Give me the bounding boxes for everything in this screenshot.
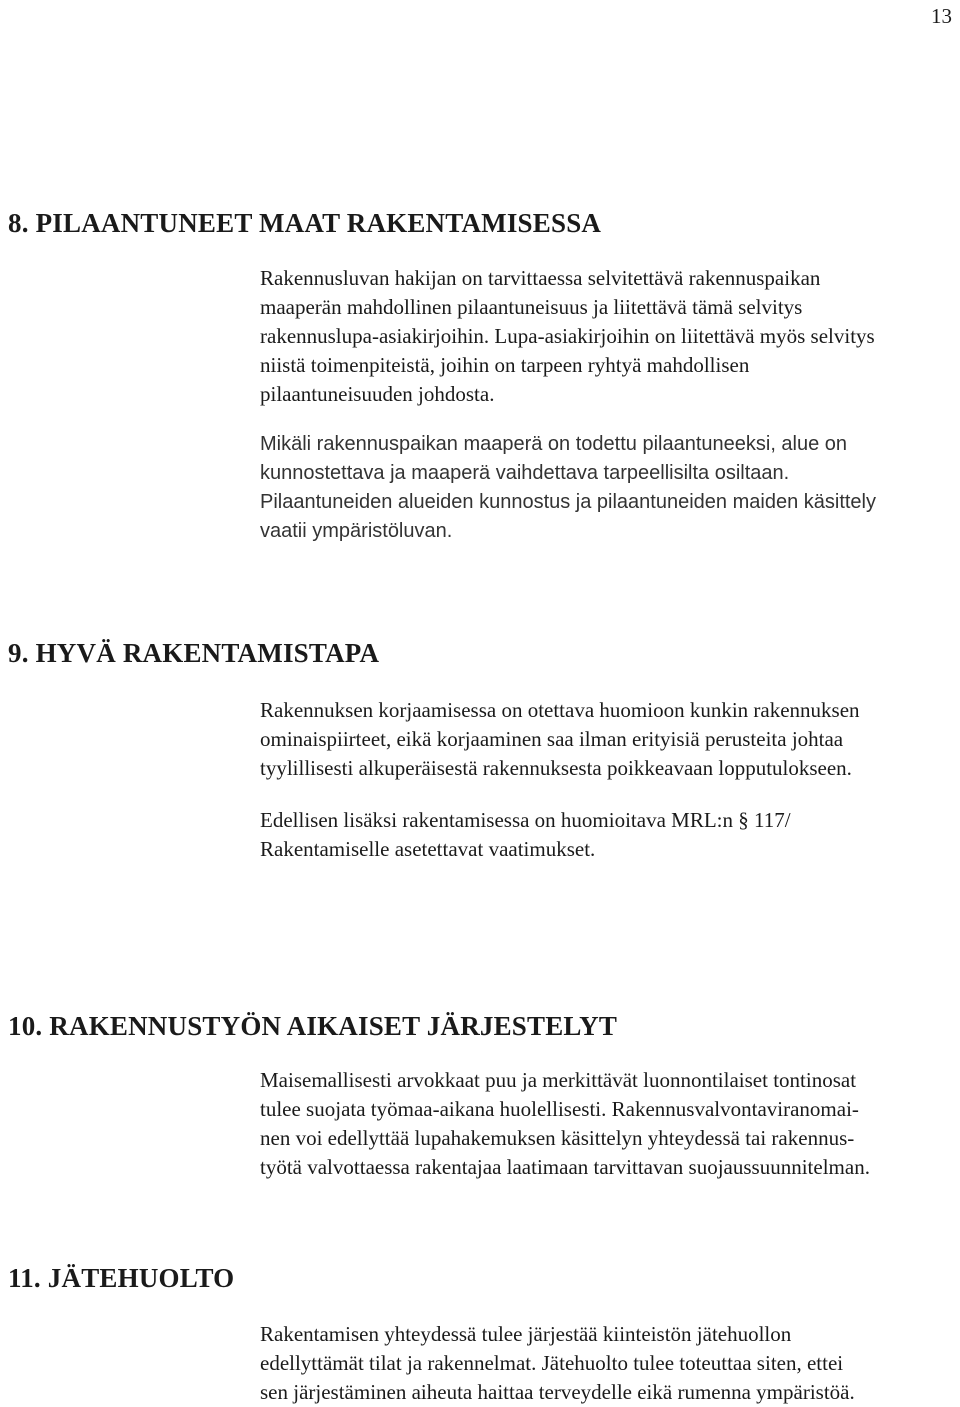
- text-line: kunnostettava ja maaperä vaihdettava tarpeellisilta osiltaan.: [260, 462, 790, 484]
- text-line: Pilaantuneiden alueiden kunnostus ja pilaantuneiden maiden käsittely: [260, 491, 876, 513]
- text-line: sen järjestäminen aiheuta haittaa terveydelle eikä rumenna ympäristöä.: [260, 1380, 855, 1404]
- text-line: pilaantuneisuuden johdosta.: [260, 382, 495, 406]
- section-8-paragraph-1: [260, 264, 950, 409]
- section-10-paragraph-1: [260, 1066, 950, 1182]
- page-number: 13: [931, 4, 952, 28]
- text-line: Maisemallisesti arvokkaat puu ja merkittävät luonnontilaiset tontinosat: [260, 1068, 857, 1092]
- text-line: Edellisen lisäksi rakentamisessa on huomioitava MRL:n § 117/: [260, 808, 791, 832]
- text-line: nen voi edellyttää lupahakemuksen käsittelyn yhteydessä tai rakennus-: [260, 1126, 855, 1150]
- section-9-paragraph-2: [260, 806, 950, 864]
- section-8-paragraph-2: [260, 430, 950, 546]
- text-line: Rakentamiselle asetettavat vaatimukset.: [260, 837, 596, 861]
- section-8-heading: 8. PILAANTUNEET MAAT RAKENTAMISESSA: [8, 208, 602, 238]
- text-line: rakennuslupa-asiakirjoihin. Lupa-asiakirjoihin on liitettävä myös selvitys: [260, 324, 875, 348]
- text-line: niistä toimenpiteistä, joihin on tarpeen ryhtyä mahdollisen: [260, 353, 750, 377]
- section-11-heading: 11. JÄTEHUOLTO: [8, 1263, 235, 1293]
- text-line: Mikäli rakennuspaikan maaperä on todettu pilaantuneeksi, alue on: [260, 433, 848, 455]
- section-10-heading: 10. RAKENNUSTYÖN AIKAISET JÄRJESTELYT: [8, 1011, 618, 1041]
- section-9-heading: 9. HYVÄ RAKENTAMISTAPA: [8, 638, 380, 668]
- text-line: Rakennusluvan hakijan on tarvittaessa selvitettävä rakennuspaikan: [260, 266, 821, 290]
- section-11-paragraph-1: [260, 1320, 950, 1407]
- text-line: maaperän mahdollinen pilaantuneisuus ja liitettävä tämä selvitys: [260, 295, 803, 319]
- text-line: Rakennuksen korjaamisessa on otettava huomioon kunkin rakennuksen: [260, 698, 860, 722]
- text-line: työtä valvottaessa rakentajaa laatimaan tarvittavan suojaussuunnitelman.: [260, 1155, 870, 1179]
- section-9-paragraph-1: [260, 696, 950, 783]
- text-line: tyylillisesti alkuperäisestä rakennuksesta poikkeavaan lopputulokseen.: [260, 756, 852, 780]
- text-line: edellyttämät tilat ja rakennelmat. Jätehuolto tulee toteuttaa siten, ettei: [260, 1351, 844, 1375]
- text-line: tulee suojata työmaa-aikana huolellisesti. Rakennusvalvontaviranomai-: [260, 1097, 859, 1121]
- text-line: Rakentamisen yhteydessä tulee järjestää kiinteistön jätehuollon: [260, 1322, 792, 1346]
- text-line: vaatii ympäristöluvan.: [260, 520, 453, 542]
- text-line: ominaispiirteet, eikä korjaaminen saa ilman erityisiä perusteita johtaa: [260, 727, 844, 751]
